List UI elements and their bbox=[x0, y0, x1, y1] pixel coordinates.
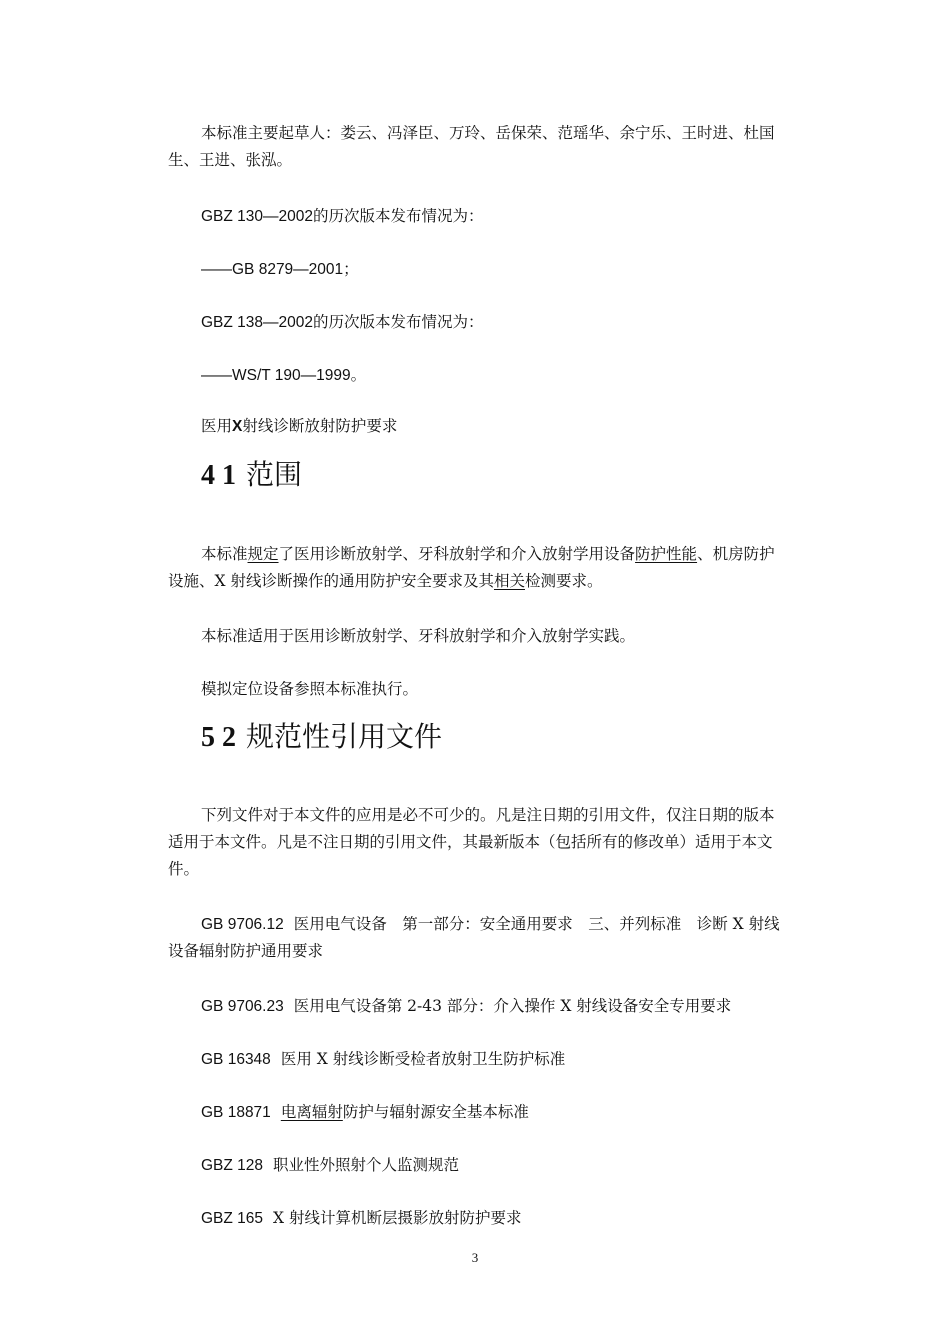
underlined-term: 防护性能 bbox=[635, 545, 698, 563]
scope-paragraph-1 bbox=[168, 541, 783, 595]
text-run: 了医用诊断放射学、牙科放射学和介入放射学用设备 bbox=[278, 545, 636, 563]
reference-title: 医用 X 射线诊断受检者放射卫生防护标准 bbox=[280, 1050, 566, 1068]
reference-item bbox=[168, 1205, 783, 1232]
reference-title: 医用电气设备第 2-43 部分：介入操作 X 射线设备安全专用要求 bbox=[293, 997, 732, 1015]
section-number: 4 1 bbox=[201, 460, 236, 491]
reference-code: GB 18871 bbox=[201, 1104, 271, 1121]
history-line-2: ——GB 8279—2001； bbox=[201, 261, 359, 278]
doc-title-x: X bbox=[232, 418, 243, 435]
underlined-term: 相关 bbox=[493, 572, 525, 590]
reference-title: X 射线计算机断层摄影放射防护要求 bbox=[273, 1209, 522, 1227]
history-line-4: ——WS/T 190—1999。 bbox=[201, 367, 367, 384]
reference-item bbox=[168, 1099, 783, 1126]
text-run: 、机房防护设施、X 射线诊断操作的通用防护安全要求及其 bbox=[168, 545, 775, 590]
section-heading-references bbox=[201, 719, 442, 756]
history-line-3 bbox=[168, 309, 783, 336]
reference-code: GBZ 128 bbox=[201, 1157, 264, 1174]
drafters-paragraph: 本标准主要起草人：娄云、冯泽臣、万玲、岳保荣、范瑶华、余宁乐、王时进、杜国生、王进、张泓。 bbox=[168, 124, 775, 169]
section-number: 5 2 bbox=[201, 722, 236, 753]
reference-item bbox=[168, 1046, 783, 1073]
section-heading-scope bbox=[201, 457, 302, 494]
reference-title: 医用电气设备 第一部分：安全通用要求 三、并列标准 诊断 X 射线设备辐射防护通用要求 bbox=[168, 915, 780, 960]
history-code: GBZ 138—2002 bbox=[201, 314, 314, 331]
doc-title bbox=[168, 413, 783, 440]
reference-code: GB 9706.12 bbox=[201, 916, 284, 933]
underlined-term: 电离辐射 bbox=[280, 1103, 343, 1121]
references-intro: 下列文件对于本文件的应用是必不可少的。凡是注日期的引用文件，仅注日期的版本适用于本文件。凡是不注日期的引用文件，其最新版本（包括所有的修改单）适用于本文件。 bbox=[168, 806, 775, 878]
scope-paragraph-3: 模拟定位设备参照本标准执行。 bbox=[201, 680, 419, 698]
reference-title: 职业性外照射个人监测规范 bbox=[273, 1156, 460, 1174]
text-run: 本标准 bbox=[201, 545, 248, 563]
section-title: 规范性引用文件 bbox=[246, 720, 443, 753]
history-code: GBZ 130—2002 bbox=[201, 208, 314, 225]
doc-title-post: 射线诊断放射防护要求 bbox=[242, 417, 398, 435]
reference-item bbox=[168, 911, 783, 965]
reference-code: GBZ 165 bbox=[201, 1210, 264, 1227]
doc-title-pre: 医用 bbox=[201, 417, 233, 435]
reference-item bbox=[168, 1152, 783, 1179]
reference-code: GB 9706.23 bbox=[201, 998, 284, 1015]
reference-item bbox=[168, 993, 783, 1020]
page-number: 3 bbox=[471, 1250, 479, 1265]
history-line-1 bbox=[168, 203, 783, 230]
history-text: 的历次版本发布情况为： bbox=[313, 313, 484, 331]
reference-code: GB 16348 bbox=[201, 1051, 271, 1068]
text-run: 检测要求。 bbox=[524, 572, 603, 590]
underlined-term: 规定 bbox=[247, 545, 279, 563]
reference-title: 防护与辐射源安全基本标准 bbox=[342, 1103, 529, 1121]
scope-paragraph-2: 本标准适用于医用诊断放射学、牙科放射学和介入放射学实践。 bbox=[201, 627, 636, 645]
section-title: 范围 bbox=[246, 458, 303, 491]
history-text: 的历次版本发布情况为： bbox=[313, 207, 484, 225]
